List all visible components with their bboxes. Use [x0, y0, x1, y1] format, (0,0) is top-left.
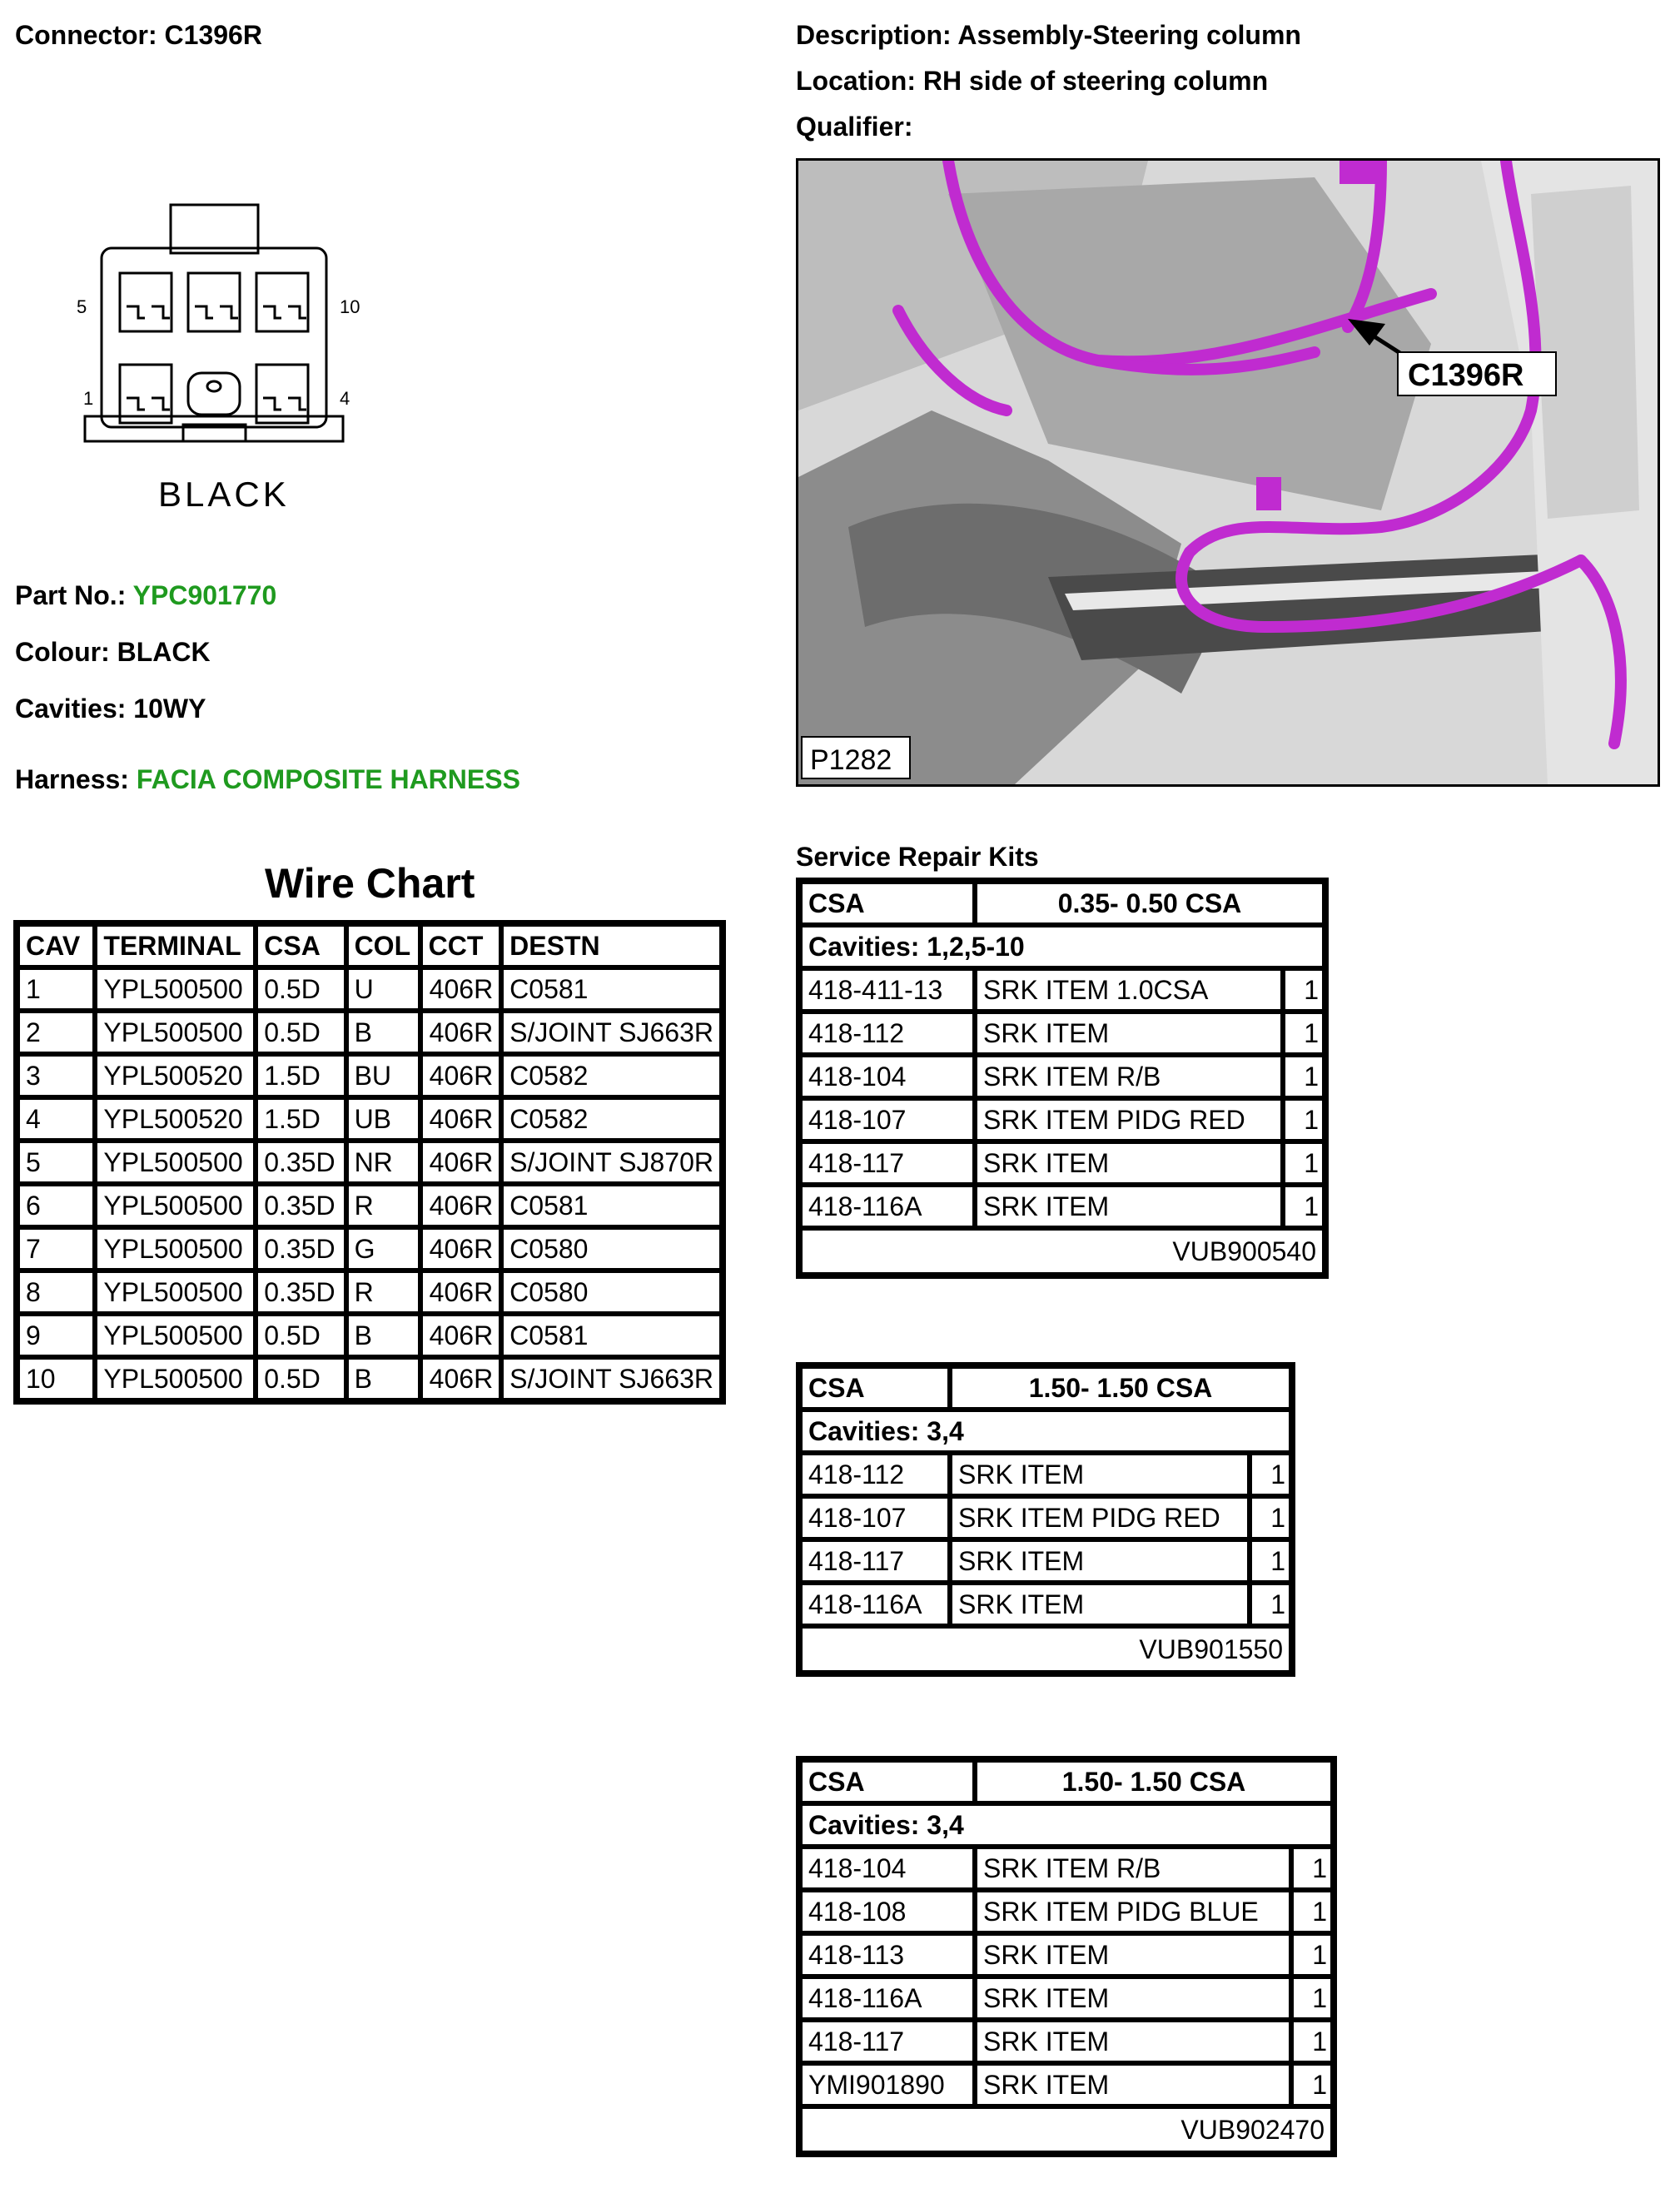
wire-cell-csa: 0.5D: [256, 1011, 345, 1054]
cavities-line: [15, 695, 206, 722]
col-header: TERMINAL: [95, 924, 256, 967]
wire-cell-csa: 1.5D: [256, 1097, 345, 1141]
kit-header-row: [800, 882, 1325, 925]
kit-item-code: 418-104: [800, 1055, 975, 1098]
wire-cell-cav: 8: [17, 1271, 95, 1314]
wire-cell-col: B: [346, 1357, 420, 1400]
wire-cell-destn: C0581: [501, 1184, 722, 1227]
kit-number: VUB902470: [800, 2106, 1333, 2153]
kit-item-desc: SRK ITEM: [975, 1185, 1283, 1228]
wire-cell-cav: 6: [17, 1184, 95, 1227]
kit-item-row: [800, 1185, 1325, 1228]
kit-item-row: [800, 1890, 1333, 1933]
kit-csa-range: 0.35- 0.50 CSA: [975, 882, 1325, 925]
cavities-label: Cavities:: [15, 694, 134, 724]
kit-item-qty: 1: [1250, 1583, 1291, 1626]
wire-row: [17, 1097, 722, 1141]
kit-item-desc: SRK ITEM: [950, 1453, 1250, 1496]
kit-item-desc: SRK ITEM R/B: [975, 1847, 1291, 1890]
kit-item-desc: SRK ITEM PIDG RED: [975, 1098, 1283, 1141]
wire-row: [17, 1184, 722, 1227]
kit-item-qty: 1: [1291, 2020, 1333, 2063]
wire-cell-destn: S/JOINT SJ663R: [501, 1357, 722, 1400]
description-label: Description:: [796, 20, 958, 50]
location-value: RH side of steering column: [922, 66, 1269, 96]
col-header: DESTN: [501, 924, 722, 967]
kit-item-qty: 1: [1283, 1141, 1325, 1185]
wire-cell-terminal: YPL500500: [95, 1357, 256, 1400]
col-header: COL: [346, 924, 420, 967]
wire-cell-csa: 0.35D: [256, 1184, 345, 1227]
wire-cell-destn: S/JOINT SJ870R: [501, 1141, 722, 1184]
wire-cell-destn: C0581: [501, 967, 722, 1011]
cavities-value: 10WY: [133, 694, 206, 724]
wire-chart-title: Wire Chart: [265, 860, 475, 907]
kit-item-code: 418-107: [800, 1098, 975, 1141]
wire-cell-csa: 0.35D: [256, 1141, 345, 1184]
wire-cell-terminal: YPL500500: [95, 1184, 256, 1227]
kit-csa-range: 1.50- 1.50 CSA: [975, 1760, 1333, 1803]
repair-kit-table: [796, 878, 1329, 1279]
wire-cell-destn: C0582: [501, 1054, 722, 1097]
repair-kits-title: Service Repair Kits: [796, 842, 1039, 872]
wire-cell-cav: 9: [17, 1314, 95, 1357]
wire-cell-cav: 1: [17, 967, 95, 1011]
kit-header-row: [800, 1366, 1291, 1410]
wire-cell-csa: 0.35D: [256, 1227, 345, 1271]
qualifier-label: Qualifier:: [796, 112, 913, 142]
wire-cell-cav: 7: [17, 1227, 95, 1271]
diagram-colour-label: BLACK: [158, 475, 290, 514]
wire-cell-terminal: YPL500500: [95, 1314, 256, 1357]
kit-item-row: [800, 1933, 1333, 1977]
wire-row: [17, 1011, 722, 1054]
wire-cell-cav: 2: [17, 1011, 95, 1054]
kit-csa-label: CSA: [800, 882, 975, 925]
wire-row: [17, 1314, 722, 1357]
wire-cell-col: G: [346, 1227, 420, 1271]
wire-chart-table: [13, 920, 726, 1405]
harness-line: [15, 766, 520, 793]
wire-cell-csa: 0.5D: [256, 1357, 345, 1400]
wire-cell-cct: 406R: [420, 1097, 502, 1141]
kit-item-qty: 1: [1283, 1098, 1325, 1141]
kit-item-code: 418-117: [800, 2020, 975, 2063]
kit-item-desc: SRK ITEM: [975, 1012, 1283, 1055]
kit-cavities: Cavities: 3,4: [800, 1410, 1291, 1453]
kit-cavities: Cavities: 3,4: [800, 1803, 1333, 1847]
wire-cell-cct: 406R: [420, 1184, 502, 1227]
kit-item-row: [800, 1847, 1333, 1890]
kit-item-desc: SRK ITEM: [975, 2020, 1291, 2063]
kit-item-code: 418-112: [800, 1012, 975, 1055]
kit-item-code: 418-116A: [800, 1583, 950, 1626]
kit-item-qty: 1: [1250, 1539, 1291, 1583]
wire-chart-body: [17, 967, 722, 1400]
kit-item-row: [800, 1141, 1325, 1185]
wire-row: [17, 1357, 722, 1400]
wire-cell-col: R: [346, 1184, 420, 1227]
wire-cell-csa: 0.5D: [256, 1314, 345, 1357]
kit-item-desc: SRK ITEM: [975, 1141, 1283, 1185]
kit-item-desc: SRK ITEM PIDG RED: [950, 1496, 1250, 1539]
col-header: CCT: [420, 924, 502, 967]
harness-label: Harness:: [15, 764, 137, 794]
kit-item-code: 418-104: [800, 1847, 975, 1890]
kit-item-qty: 1: [1291, 1977, 1333, 2020]
kit-number: VUB901550: [800, 1626, 1291, 1673]
location-photo: [796, 158, 1660, 787]
location-photo-illustration: [798, 161, 1658, 784]
wire-cell-cav: 10: [17, 1357, 95, 1400]
kit-footer-row: [800, 1228, 1325, 1275]
location-label: Location:: [796, 66, 923, 96]
wire-cell-destn: C0582: [501, 1097, 722, 1141]
description-line: [796, 22, 1301, 48]
kit-item-code: YMI901890: [800, 2063, 975, 2106]
wire-cell-csa: 1.5D: [256, 1054, 345, 1097]
kit-item-row: [800, 2020, 1333, 2063]
wire-cell-col: UB: [346, 1097, 420, 1141]
wire-cell-col: BU: [346, 1054, 420, 1097]
kit-csa-label: CSA: [800, 1366, 950, 1410]
wire-row: [17, 1141, 722, 1184]
kit-footer-row: [800, 2106, 1333, 2153]
kit-item-code: 418-116A: [800, 1977, 975, 2020]
kit-cavities-row: [800, 925, 1325, 968]
col-header: CAV: [17, 924, 95, 967]
wire-cell-cav: 3: [17, 1054, 95, 1097]
kit-item-code: 418-411-13: [800, 968, 975, 1012]
pin-label-1: 1: [83, 388, 94, 409]
kit-item-code: 418-116A: [800, 1185, 975, 1228]
wire-row: [17, 1271, 722, 1314]
pin-label-4: 4: [340, 388, 350, 409]
wire-cell-col: B: [346, 1011, 420, 1054]
wire-cell-terminal: YPL500500: [95, 967, 256, 1011]
wire-cell-terminal: YPL500500: [95, 1141, 256, 1184]
kit-item-desc: SRK ITEM 1.0CSA: [975, 968, 1283, 1012]
kit-item-row: [800, 2063, 1333, 2106]
wire-cell-col: NR: [346, 1141, 420, 1184]
wire-cell-col: R: [346, 1271, 420, 1314]
connector-line: [15, 22, 262, 48]
kit-item-code: 418-117: [800, 1141, 975, 1185]
wire-cell-csa: 0.35D: [256, 1271, 345, 1314]
wire-cell-cct: 406R: [420, 1314, 502, 1357]
colour-label: Colour:: [15, 637, 117, 667]
kit-csa-range: 1.50- 1.50 CSA: [950, 1366, 1291, 1410]
connector-id: C1396R: [164, 20, 262, 50]
kit-item-qty: 1: [1291, 2063, 1333, 2106]
kit-item-desc: SRK ITEM: [975, 2063, 1291, 2106]
kit-header-row: [800, 1760, 1333, 1803]
colour-line: [15, 639, 211, 665]
wire-cell-terminal: YPL500520: [95, 1054, 256, 1097]
kit-item-row: [800, 1055, 1325, 1098]
photo-figure-id: P1282: [810, 744, 892, 776]
part-no-link[interactable]: YPC901770: [132, 580, 277, 610]
wire-cell-cct: 406R: [420, 1054, 502, 1097]
wire-cell-col: B: [346, 1314, 420, 1357]
description-value: Assembly-Steering column: [957, 20, 1301, 50]
kit-item-row: [800, 1496, 1291, 1539]
kit-item-code: 418-113: [800, 1933, 975, 1977]
wire-cell-destn: S/JOINT SJ663R: [501, 1011, 722, 1054]
kit-csa-label: CSA: [800, 1760, 975, 1803]
wire-cell-cct: 406R: [420, 1227, 502, 1271]
kit-item-qty: 1: [1283, 1012, 1325, 1055]
wire-cell-cct: 406R: [420, 1271, 502, 1314]
kit-number: VUB900540: [800, 1228, 1325, 1275]
wire-cell-csa: 0.5D: [256, 967, 345, 1011]
kit-item-row: [800, 1012, 1325, 1055]
kit-item-desc: SRK ITEM R/B: [975, 1055, 1283, 1098]
kit-item-row: [800, 1539, 1291, 1583]
kit-item-desc: SRK ITEM PIDG BLUE: [975, 1890, 1291, 1933]
pin-label-5: 5: [77, 296, 87, 317]
kit-footer-row: [800, 1626, 1291, 1673]
kit-item-qty: 1: [1283, 1055, 1325, 1098]
kit-item-qty: 1: [1283, 1185, 1325, 1228]
colour-value: BLACK: [117, 637, 211, 667]
kit-item-qty: 1: [1291, 1890, 1333, 1933]
kit-item-qty: 1: [1291, 1847, 1333, 1890]
wire-cell-cav: 4: [17, 1097, 95, 1141]
kit-item-row: [800, 1583, 1291, 1626]
kit-cavities-row: [800, 1803, 1333, 1847]
wire-cell-cct: 406R: [420, 967, 502, 1011]
kit-item-desc: SRK ITEM: [950, 1583, 1250, 1626]
connector-label: Connector:: [15, 20, 165, 50]
kit-item-row: [800, 1977, 1333, 2020]
wire-cell-col: U: [346, 967, 420, 1011]
photo-callout: C1396R: [1408, 358, 1524, 393]
wire-cell-cav: 5: [17, 1141, 95, 1184]
kit-item-qty: 1: [1283, 968, 1325, 1012]
kit-cavities-row: [800, 1410, 1291, 1453]
wire-row: [17, 1227, 722, 1271]
wire-cell-cct: 406R: [420, 1357, 502, 1400]
kit-item-desc: SRK ITEM: [950, 1539, 1250, 1583]
wire-row: [17, 1054, 722, 1097]
wire-cell-destn: C0581: [501, 1314, 722, 1357]
wire-cell-terminal: YPL500500: [95, 1011, 256, 1054]
wire-cell-destn: C0580: [501, 1227, 722, 1271]
wire-cell-terminal: YPL500500: [95, 1227, 256, 1271]
kit-item-row: [800, 968, 1325, 1012]
col-header: CSA: [256, 924, 345, 967]
kit-item-qty: 1: [1250, 1453, 1291, 1496]
wire-chart-header-row: [17, 924, 722, 967]
wire-cell-terminal: YPL500520: [95, 1097, 256, 1141]
pin-label-10: 10: [340, 296, 360, 317]
connector-face-diagram: [75, 200, 391, 525]
kit-item-code: 418-117: [800, 1539, 950, 1583]
location-line: [796, 67, 1268, 94]
wire-cell-cct: 406R: [420, 1141, 502, 1184]
kit-item-row: [800, 1098, 1325, 1141]
part-no-line: [15, 582, 276, 609]
wire-cell-destn: C0580: [501, 1271, 722, 1314]
kit-item-code: 418-108: [800, 1890, 975, 1933]
qualifier-line: [796, 113, 912, 140]
wire-cell-cct: 406R: [420, 1011, 502, 1054]
kit-item-qty: 1: [1291, 1933, 1333, 1977]
kit-item-desc: SRK ITEM: [975, 1933, 1291, 1977]
part-no-label: Part No.:: [15, 580, 133, 610]
kit-item-desc: SRK ITEM: [975, 1977, 1291, 2020]
wire-cell-terminal: YPL500500: [95, 1271, 256, 1314]
kit-item-code: 418-107: [800, 1496, 950, 1539]
kit-item-code: 418-112: [800, 1453, 950, 1496]
kit-cavities: Cavities: 1,2,5-10: [800, 925, 1325, 968]
repair-kit-table: [796, 1756, 1337, 2157]
harness-link[interactable]: FACIA COMPOSITE HARNESS: [136, 764, 520, 794]
repair-kit-table: [796, 1362, 1295, 1677]
kit-item-qty: 1: [1250, 1496, 1291, 1539]
wire-row: [17, 967, 722, 1011]
kit-item-row: [800, 1453, 1291, 1496]
